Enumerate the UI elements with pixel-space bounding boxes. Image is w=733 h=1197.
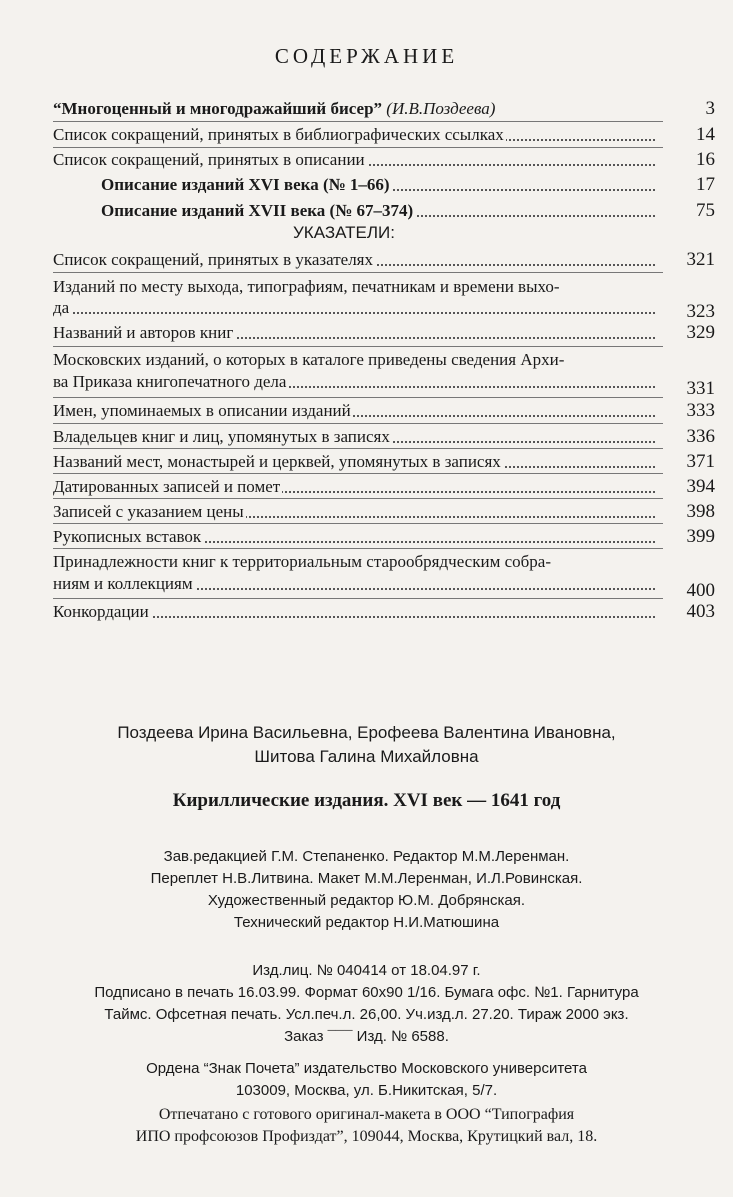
authors-line: Шитова Галина Михайловна	[254, 747, 479, 766]
index-entry-label: Записей с указанием цены	[53, 502, 244, 521]
index-entry-page: 321	[686, 249, 715, 270]
printer-line: Отпечатано с готового оригинал-макета в ООО “Типография	[158, 1106, 575, 1123]
index-entry	[53, 601, 715, 622]
index-entry	[53, 551, 715, 572]
index-entry-label: Изданий по месту выхода, типографиям, печатникам и времени выхо-	[53, 277, 560, 296]
index-entry-label: Список сокращений, принятых в указателях	[53, 250, 374, 269]
toc-title: СОДЕРЖАНИЕ	[274, 44, 459, 68]
indexes-heading: УКАЗАТЕЛИ:	[293, 223, 395, 242]
toc-entry-label: Описание изданий XVI века (№ 1–66)	[101, 175, 390, 194]
index-entry	[53, 249, 715, 270]
index-entry-page: 329	[686, 322, 715, 343]
index-entry-page: 371	[686, 451, 715, 472]
toc-entry	[53, 98, 715, 119]
toc-entry-author: (И.В.Поздеева)	[382, 99, 496, 118]
spec-line: Подписано в печать 16.03.99. Формат 60х90 1/16. Бумага офс. №1. Гарнитура	[94, 984, 639, 1001]
credit-line: Художественный редактор Ю.М. Добрянская.	[207, 892, 526, 909]
index-entry-continuation	[53, 297, 715, 318]
index-entry-continuation	[53, 371, 715, 399]
toc-entry	[101, 200, 715, 221]
index-entry-label: Датированных записей и помет	[53, 477, 281, 496]
index-entry-page: 399	[686, 526, 715, 547]
index-entry-page: 333	[686, 400, 715, 421]
credit-line: Технический редактор Н.И.Матюшина	[233, 914, 500, 931]
toc-entry-page: 75	[696, 200, 715, 221]
index-entry-label: Московских изданий, о которых в каталоге приведены сведения Архи-	[53, 350, 565, 369]
index-entry	[53, 426, 715, 447]
spec-line: Заказ ¯¯¯ Изд. № 6588.	[284, 1028, 449, 1045]
toc-entry	[53, 149, 715, 170]
index-entry-label-continuation: ниям и коллекциям	[53, 574, 193, 593]
spec-line: Таймс. Офсетная печать. Усл.печ.л. 26,00. Уч.изд.л. 27.20. Тираж 2000 экз.	[104, 1006, 629, 1023]
index-entry-page: 398	[686, 501, 715, 522]
publisher-line: Ордена “Знак Почета” издательство Московского университета	[146, 1060, 587, 1077]
toc-entry-label: Описание изданий XVII века (№ 67–374)	[101, 201, 414, 220]
index-entry	[53, 400, 715, 421]
index-entry-label: Принадлежности книг к территориальным старообрядческим собра-	[53, 552, 551, 571]
publisher-line: 103009, Москва, ул. Б.Никитская, 5/7.	[235, 1082, 498, 1099]
book-title: Кириллические издания. XVI век — 1641 год	[172, 790, 561, 811]
toc-entry-page: 16	[696, 149, 715, 170]
toc-entry-page: 17	[696, 174, 715, 195]
credit-line: Зав.редакцией Г.М. Степаненко. Редактор М.М.Леренман.	[163, 848, 570, 865]
authors-line: Поздеева Ирина Васильевна, Ерофеева Валентина Ивановна,	[117, 723, 616, 742]
index-entry	[53, 349, 715, 370]
index-entry-page: 323	[686, 301, 715, 322]
index-entry-page: 394	[686, 476, 715, 497]
index-entry-label: Имен, упоминаемых в описании изданий	[53, 401, 351, 420]
index-entry-label: Владельцев книг и лиц, упомянутых в записях	[53, 427, 390, 446]
index-entry	[53, 526, 715, 547]
index-entry	[53, 451, 715, 472]
toc-entry-page: 3	[705, 98, 715, 119]
index-entry-page: 331	[686, 378, 715, 399]
index-entry-label-continuation: ва Приказа книгопечатного дела	[53, 372, 287, 391]
index-entry	[53, 476, 715, 497]
index-entry-label: Названий и авторов книг	[53, 323, 234, 342]
index-entry-page: 400	[686, 580, 715, 601]
index-entry	[53, 501, 715, 522]
toc-entry-label: “Многоценный и многодражайший бисер”	[53, 99, 383, 118]
index-entry-label: Конкордации	[53, 602, 149, 621]
credit-line: Переплет Н.В.Литвина. Макет М.М.Леренман, И.Л.Ровинская.	[150, 870, 583, 887]
toc-entry-label: Список сокращений, принятых в библиографических ссылках	[53, 125, 504, 144]
index-entry-label-continuation: да	[53, 298, 70, 317]
index-entry	[53, 322, 715, 343]
index-entry-continuation	[53, 573, 715, 601]
index-entry-page: 403	[686, 601, 715, 622]
printer-line: ИПО профсоюзов Профиздат”, 109044, Москва, Крутицкий вал, 18.	[135, 1128, 598, 1145]
toc-entry-label: Список сокращений, принятых в описании	[53, 150, 365, 169]
toc-entry	[101, 174, 715, 195]
spec-line: Изд.лиц. № 040414 от 18.04.97 г.	[252, 962, 481, 979]
index-entry-page: 336	[686, 426, 715, 447]
toc-entry	[53, 124, 715, 145]
index-entry-label: Названий мест, монастырей и церквей, упомянутых в записях	[53, 452, 501, 471]
index-entry-label: Рукописных вставок	[53, 527, 202, 546]
toc-entry-page: 14	[696, 124, 715, 145]
